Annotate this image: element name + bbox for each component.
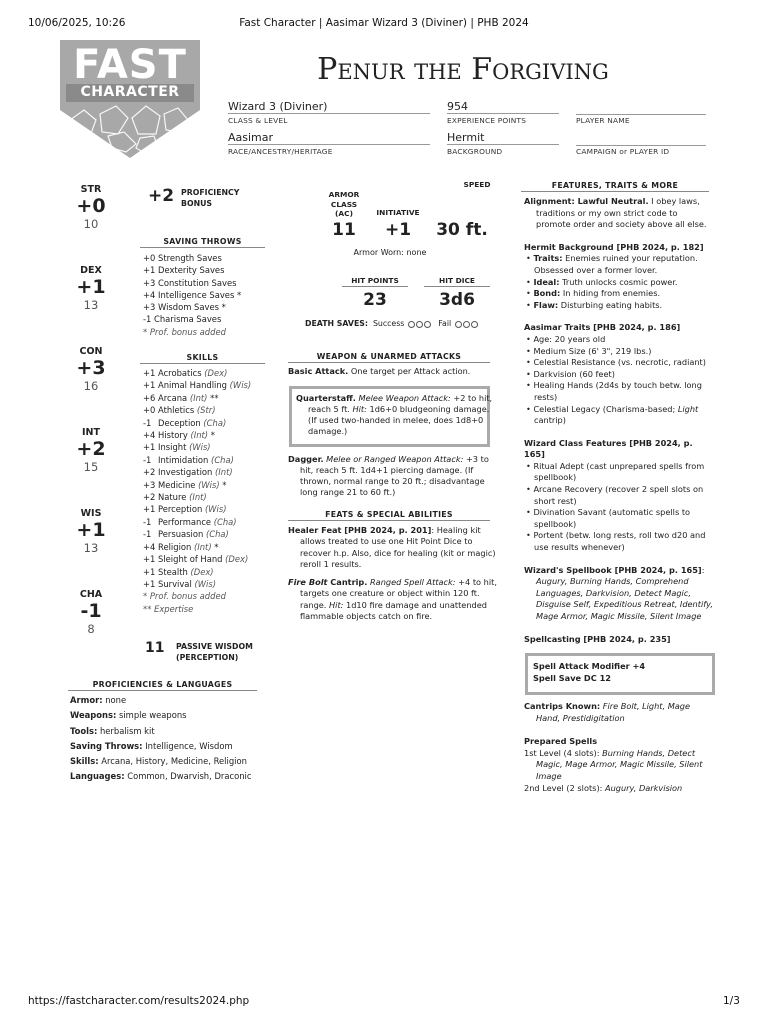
proficiency-languages: [70, 769, 285, 784]
proficiency-label-line1: PROFICIENCY: [181, 188, 240, 197]
proficiency-armor: [70, 693, 285, 708]
proficiency-tools: [70, 724, 285, 739]
skill-name: Religion: [158, 541, 192, 552]
healer-feat-text: : Healing kit allows treated to use one Hit Point Dice to recover h.p. Also, dice for healing (kit or magic) reroll 1 results.: [300, 525, 496, 569]
skill-ability: (Int): [189, 492, 207, 503]
skill-name: Intimidation: [158, 454, 209, 465]
alignment-label: Alignment: Lawful Neutral.: [524, 196, 649, 206]
skill-row: [143, 404, 278, 416]
fail-checkbox[interactable]: [463, 321, 470, 328]
ability-score: 8: [87, 622, 95, 636]
hermit-flaw-label: Flaw:: [533, 299, 559, 310]
ability-score: 13: [83, 541, 99, 555]
skill-row: [143, 379, 278, 391]
wizard-feature: • Ritual Adept (cast unprepared spells from spellbook): [526, 460, 705, 483]
skill-row: [143, 566, 278, 578]
skill-modifier: +3: [143, 479, 156, 490]
armor-class-value: 11: [332, 220, 356, 240]
skill-ability: (Int): [194, 541, 212, 552]
ability-con: [71, 346, 111, 393]
skill-row: [143, 429, 278, 441]
skill-modifier: -1: [143, 454, 152, 465]
player-name-field: [576, 100, 706, 115]
skill-modifier: +2: [143, 467, 156, 478]
healer-feat: [288, 525, 504, 570]
aasimar-trait: • Age: 20 years old: [526, 333, 606, 344]
second-level-spells: [524, 783, 714, 795]
skill-ability: (Cha): [205, 529, 229, 540]
ability-modifier: -1: [80, 600, 102, 622]
skill-modifier: +4: [143, 430, 156, 441]
skill-modifier: +2: [143, 492, 156, 503]
proficiency-key: Armor:: [70, 695, 103, 705]
skill-marker: **: [210, 392, 219, 403]
hermit-ideal-text: Truth unlocks cosmic power.: [559, 276, 678, 287]
background-field: [447, 131, 559, 145]
skills-note: ** Expertise: [143, 603, 194, 614]
ability-score: 10: [83, 217, 99, 231]
print-url[interactable]: https://fastcharacter.com/results2024.php: [28, 995, 250, 1007]
saving-throws-list: [143, 252, 273, 338]
background-label: BACKGROUND: [447, 147, 503, 156]
skill-modifier: +1: [143, 380, 156, 391]
skill-ability: (Int): [190, 430, 209, 441]
wizard-feature: • Portent (betw. long rests, roll two d20 and use results whenever): [526, 530, 706, 553]
aasimar-traits-title: Aasimar Traits [PHB 2024, p. 186]: [524, 322, 681, 333]
class-level-value: Wizard 3 (Diviner): [228, 100, 328, 113]
first-level-list: Burning Hands, Detect Magic, Mage Armor, Magic Missile, Silent Image: [536, 747, 703, 781]
skill-row: [143, 553, 278, 565]
skill-name: Deception: [158, 417, 201, 428]
skills-note: * Prof. bonus added: [143, 591, 226, 602]
fire-bolt-cantrip-label: Cantrip.: [327, 577, 368, 587]
skill-modifier: -1: [143, 516, 152, 527]
hermit-flaw-text: Disturbing eating habits.: [558, 299, 663, 310]
ability-name: INT: [82, 427, 100, 438]
hermit-ideal-label: Ideal:: [533, 276, 560, 287]
spell-save-dc: Spell Save DC 12: [533, 673, 611, 684]
fast-character-logo: [60, 40, 200, 158]
skill-marker: *: [222, 479, 227, 490]
ability-modifier: +2: [76, 438, 106, 460]
ability-modifier: +1: [76, 276, 106, 298]
proficiency-value: Common, Dwarvish, Draconic: [124, 771, 252, 782]
dagger-attack: [288, 454, 504, 498]
passive-label-line2: (PERCEPTION): [176, 653, 239, 662]
wizard-feature-text: Divination Savant (automatic spells to spellbook): [533, 507, 691, 529]
ability-score: 13: [83, 298, 99, 312]
skills-list: [143, 367, 278, 615]
saving-throw-str: +0 Strength Saves: [143, 253, 222, 263]
aasimar-trait: • Darkvision (60 feet): [526, 368, 615, 379]
proficiency-saving-throws: [70, 739, 285, 754]
skill-row: [143, 491, 278, 503]
fail-checkbox[interactable]: [455, 321, 462, 328]
skill-name: Persuasion: [158, 529, 204, 540]
wizard-feature-text: Portent (betw. long rests, roll two d20 and use results whenever): [533, 530, 706, 553]
skill-modifier: +1: [143, 442, 156, 453]
logo-text-character: CHARACTER: [80, 84, 180, 100]
skill-row: [143, 541, 278, 553]
dagger-type: Melee or Ranged Weapon Attack:: [323, 454, 464, 464]
fire-bolt-title: Fire Bolt: [288, 577, 328, 587]
skill-ability: (Wis): [204, 504, 227, 515]
skill-ability: (Wis): [189, 442, 211, 453]
death-saves-label: DEATH SAVES:: [305, 319, 368, 328]
quarterstaff-text: +2 to hit, reach 5 ft.: [308, 393, 493, 414]
basic-attack-text: One target per Attack action.: [348, 366, 471, 376]
cantrips-known: [524, 701, 714, 724]
skill-ability: (Dex): [204, 368, 228, 378]
skill-ability: (Str): [196, 405, 216, 416]
proficiency-bonus-value: +2: [148, 186, 175, 206]
skill-row: [143, 466, 278, 478]
armor-class-label: [320, 190, 368, 219]
skill-modifier: +1: [143, 504, 156, 515]
xp-value: 954: [447, 100, 468, 113]
prepared-spells-title: Prepared Spells: [524, 736, 598, 747]
skill-modifier: +1: [143, 554, 156, 565]
spellbook-spells: Augury, Burning Hands, Comprehend Languages, Darkvision, Detect Magic, Disguise Self, Expeditious Retreat, Identify, Mage Armor, Magic Missile, Silent Image: [536, 576, 713, 621]
second-level-list: Augury, Darkvision: [605, 782, 683, 793]
skill-row: [143, 367, 278, 379]
proficiency-weapons: [70, 708, 285, 723]
basic-attack: [288, 366, 493, 377]
campaign-field: [576, 131, 706, 146]
spellcasting-stats: [533, 660, 645, 685]
skill-ability: (Wis): [229, 380, 252, 391]
hit-dice-value: 3d6: [439, 290, 475, 310]
skill-name: Animal Handling: [158, 380, 227, 391]
proficiency-key: Weapons:: [70, 710, 117, 721]
player-name-label: PLAYER NAME: [576, 116, 630, 125]
hermit-flaw: • Flaw: Disturbing eating habits.: [526, 299, 663, 310]
basic-attack-title: Basic Attack.: [288, 366, 349, 376]
aasimar-trait-text: Healing Hands (2d4s by touch betw. long rests): [533, 380, 702, 402]
aasimar-trait-text: Celestial Resistance (vs. necrotic, radiant): [533, 357, 706, 368]
wizard-features-title: Wizard Class Features [PHB 2024, p. 165]: [524, 437, 693, 460]
proficiency-bonus-label: [181, 187, 239, 209]
death-saves: [305, 319, 478, 328]
print-datetime: 10/06/2025, 10:26: [28, 17, 126, 29]
saving-throw-wis: +3 Wisdom Saves *: [143, 302, 226, 313]
proficiency-key: Saving Throws:: [70, 740, 143, 751]
skill-ability: (Cha): [213, 516, 237, 527]
dagger-title: Dagger.: [288, 454, 324, 464]
proficiency-value: Arcana, History, Medicine, Religion: [98, 756, 247, 767]
proficiency-skills: [70, 754, 285, 769]
ability-name: CON: [79, 346, 103, 357]
skill-name: Survival: [158, 578, 192, 589]
hermit-traits-label: Traits:: [533, 253, 563, 264]
skill-row: [143, 528, 278, 540]
feats-heading: FEATS & SPECIAL ABILITIES: [288, 510, 490, 521]
class-level-label: CLASS & LEVEL: [228, 116, 288, 125]
skill-modifier: +1: [143, 368, 156, 378]
proficiency-key: Tools:: [70, 725, 98, 736]
aasimar-trait: • Medium Size (6' 3", 219 lbs.): [526, 345, 652, 356]
saving-throws-heading: SAVING THROWS: [140, 237, 265, 248]
skill-name: Perception: [158, 504, 203, 515]
skill-ability: (Wis): [194, 578, 216, 589]
proficiency-value: simple weapons: [116, 710, 187, 721]
ability-score: 15: [83, 460, 99, 474]
skill-ability: (Dex): [190, 566, 214, 577]
wizard-feature-text: Arcane Recovery (recover 2 spell slots on short rest): [533, 484, 704, 506]
death-saves-fail-label: Fail: [438, 319, 452, 328]
skill-row: [143, 503, 278, 515]
speed-label: SPEED: [463, 180, 491, 189]
aasimar-trait: • Celestial Legacy (Charisma-based; Light cantrip): [526, 403, 699, 426]
proficiency-value: Intelligence, Wisdom: [142, 740, 233, 751]
saving-throw-con: +3 Constitution Saves: [143, 277, 237, 288]
success-checkbox[interactable]: [416, 321, 423, 328]
skill-modifier: +1: [143, 578, 156, 589]
fire-bolt-type: Ranged Spell Attack:: [367, 577, 456, 587]
passive-wisdom-label: [176, 641, 253, 663]
skill-name: Insight: [158, 442, 187, 453]
logo-text-fast: FAST: [73, 42, 187, 88]
skill-ability: (Cha): [203, 417, 227, 428]
features-column: [524, 196, 714, 645]
campaign-label: CAMPAIGN or PLAYER ID: [576, 147, 670, 156]
proficiency-key: Languages:: [70, 771, 125, 782]
skill-name: Sleight of Hand: [158, 554, 223, 565]
ability-name: DEX: [80, 265, 102, 276]
skill-row: [143, 392, 278, 404]
quarterstaff-hit-label: Hit:: [352, 404, 367, 414]
skill-row: [143, 454, 278, 466]
quarterstaff-damage: 1d6+0 bludgeoning damage. (If used two-handed in melee, does 1d8+0 damage.): [308, 404, 490, 436]
race-field: [228, 131, 430, 145]
aasimar-trait: • Healing Hands (2d4s by touch betw. long rests): [526, 380, 702, 402]
skill-row: [143, 417, 278, 429]
skill-name: Arcana: [158, 392, 188, 403]
aasimar-trait-spell: Light: [677, 403, 699, 414]
xp-field: [447, 100, 559, 114]
race-label: RACE/ANCESTRY/HERITAGE: [228, 147, 333, 156]
aasimar-trait-text: Celestial Legacy (Charisma-based;: [533, 403, 678, 414]
hermit-bond-label: Bond:: [533, 288, 561, 299]
hermit-bond: • Bond: In hiding from enemies.: [526, 288, 661, 299]
character-name: Penur the Forgiving: [317, 52, 609, 87]
skill-name: Nature: [158, 492, 187, 503]
wizard-feature: • Arcane Recovery (recover 2 spell slots on short rest): [526, 484, 704, 506]
skills-heading: SKILLS: [140, 353, 265, 364]
quarterstaff-title: Quarterstaff.: [296, 393, 356, 403]
background-value: Hermit: [447, 131, 485, 144]
skill-row: [143, 578, 278, 590]
skill-marker: *: [214, 541, 219, 552]
skill-ability: (Dex): [225, 554, 249, 565]
skill-row: [143, 441, 278, 453]
class-level-field: [228, 100, 430, 114]
first-level-label: 1st Level (4 slots):: [524, 747, 603, 758]
hit-points-label: HIT POINTS: [342, 276, 408, 287]
proficiency-value: herbalism kit: [97, 725, 155, 736]
ability-wis: [71, 508, 111, 555]
ac-label-line2: CLASS: [330, 199, 358, 209]
first-level-spells: [524, 748, 714, 783]
hermit-ideal: • Ideal: Truth unlocks cosmic power.: [526, 276, 678, 287]
success-checkbox[interactable]: [424, 321, 431, 328]
ability-int: [71, 427, 111, 474]
ability-name: CHA: [79, 589, 103, 600]
race-value: Aasimar: [228, 131, 274, 144]
skill-name: Athletics: [158, 405, 195, 416]
quarterstaff-attack: [296, 393, 494, 437]
proficiency-key: Skills:: [70, 756, 99, 767]
spells-section: [524, 701, 714, 794]
features-heading: FEATURES, TRAITS & MORE: [521, 181, 709, 192]
second-level-label: 2nd Level (2 slots):: [524, 782, 605, 793]
skill-name: Performance: [158, 516, 212, 527]
aasimar-trait-text: Age: 20 years old: [533, 333, 606, 344]
speed-value: 30 ft.: [436, 220, 488, 240]
quarterstaff-type: Melee Weapon Attack:: [355, 393, 451, 403]
cantrips-list: Fire Bolt, Light, Mage Hand, Prestidigitation: [536, 701, 691, 723]
fire-bolt-cantrip: [288, 577, 504, 622]
passive-label-line1: PASSIVE WISDOM: [176, 642, 253, 651]
cantrips-label: Cantrips Known:: [524, 701, 601, 711]
fire-bolt-hit-label: Hit:: [329, 599, 344, 610]
spell-attack-modifier: Spell Attack Modifier +4: [533, 661, 646, 671]
skill-ability: (Int): [215, 467, 233, 478]
spellbook-colon: :: [701, 564, 705, 575]
ability-score: 16: [83, 379, 99, 393]
skill-row: [143, 516, 278, 528]
wizard-feature-text: Ritual Adept (cast unprepared spells from spellbook): [533, 460, 705, 483]
ability-modifier: +3: [76, 357, 106, 379]
skill-ability: (Cha): [211, 454, 234, 465]
spellbook-title: Wizard's Spellbook [PHB 2024, p. 165]: [524, 564, 702, 575]
skill-marker: *: [210, 430, 215, 441]
xp-label: EXPERIENCE POINTS: [447, 116, 527, 125]
hit-dice-label: HIT DICE: [424, 276, 490, 287]
saving-throw-dex: +1 Dexterity Saves: [143, 265, 225, 276]
skill-modifier: +1: [143, 566, 156, 577]
fire-bolt-text: +4 to hit, targets one creature or object within 120 ft. range.: [300, 577, 497, 610]
ability-modifier: +0: [76, 195, 106, 217]
saving-throw-int: +4 Intelligence Saves *: [143, 289, 242, 300]
skill-name: Stealth: [158, 566, 188, 577]
proficiencies-list: [70, 693, 285, 785]
proficiencies-heading: PROFICIENCIES & LANGUAGES: [68, 680, 257, 691]
wizard-feature: • Divination Savant (automatic spells to spellbook): [526, 507, 691, 529]
hermit-bond-text: In hiding from enemies.: [560, 288, 661, 299]
skill-modifier: -1: [143, 529, 152, 540]
spellcasting-title: Spellcasting [PHB 2024, p. 235]: [524, 633, 671, 644]
alignment-text: I obey laws, traditions or my own strict code to promote order and society above all else.: [536, 196, 707, 230]
skill-ability: (Wis): [198, 479, 220, 490]
fire-bolt-damage: 1d10 fire damage and unattended flammable objects catch on fire.: [300, 599, 487, 621]
ac-label-line3: (AC): [335, 209, 353, 218]
success-checkbox[interactable]: [408, 321, 415, 328]
skill-modifier: -1: [143, 417, 152, 428]
saving-throws-note: * Prof. bonus added: [143, 326, 226, 337]
hermit-traits-text: Enemies ruined your reputation. Obsessed over a former lover.: [534, 253, 698, 275]
ac-label-line1: ARMOR: [328, 190, 360, 199]
skill-name: Investigation: [158, 467, 213, 478]
ability-modifier: +1: [76, 519, 106, 541]
initiative-label: INITIATIVE: [376, 208, 420, 217]
attacks-heading: WEAPON & UNARMED ATTACKS: [288, 352, 490, 363]
hermit-traits: • Traits: Enemies ruined your reputation. Obsessed over a former lover.: [526, 253, 698, 275]
aasimar-trait-text: Medium Size (6' 3", 219 lbs.): [533, 345, 652, 356]
skill-ability: (Int): [189, 392, 208, 403]
fail-checkbox[interactable]: [471, 321, 478, 328]
ability-dex: [71, 265, 111, 312]
proficiency-label-line2: BONUS: [181, 199, 213, 208]
hermit-background-title: Hermit Background [PHB 2024, p. 182]: [524, 241, 704, 252]
hit-points-value: 23: [363, 290, 387, 310]
aasimar-trait-text: cantrip): [534, 415, 566, 426]
ability-cha: [71, 589, 111, 636]
ability-str: [71, 184, 111, 231]
death-saves-success-label: Success: [372, 319, 405, 328]
healer-feat-title: Healer Feat [PHB 2024, p. 201]: [288, 525, 432, 535]
skill-name: Medicine: [158, 479, 196, 490]
ability-name: STR: [80, 184, 102, 195]
proficiency-value: none: [102, 695, 127, 705]
saving-throw-cha: -1 Charisma Saves: [143, 314, 222, 325]
skill-modifier: +0: [143, 405, 156, 416]
aasimar-trait-text: Darkvision (60 feet): [533, 368, 615, 379]
skill-name: History: [158, 430, 188, 441]
skill-name: Acrobatics: [158, 368, 202, 378]
skill-modifier: +6: [143, 392, 156, 403]
aasimar-trait: • Celestial Resistance (vs. necrotic, radiant): [526, 357, 706, 368]
initiative-value: +1: [384, 220, 412, 240]
skill-row: [143, 479, 278, 491]
wizard-spellbook: [524, 565, 714, 623]
dagger-text: +3 to hit, reach 5 ft. 1d4+1 piercing damage. (If thrown, normal range to 20 ft.; disadvantage long range 21 to 60 ft.): [300, 454, 489, 497]
alignment: [524, 196, 714, 231]
armor-worn: Armor Worn: none: [353, 248, 427, 257]
ability-name: WIS: [80, 508, 102, 519]
passive-wisdom-value: 11: [145, 640, 165, 656]
skill-modifier: +4: [143, 541, 156, 552]
print-page-title: Fast Character | Aasimar Wizard 3 (Diviner) | PHB 2024: [239, 17, 529, 29]
print-page-number: 1/3: [723, 995, 740, 1007]
